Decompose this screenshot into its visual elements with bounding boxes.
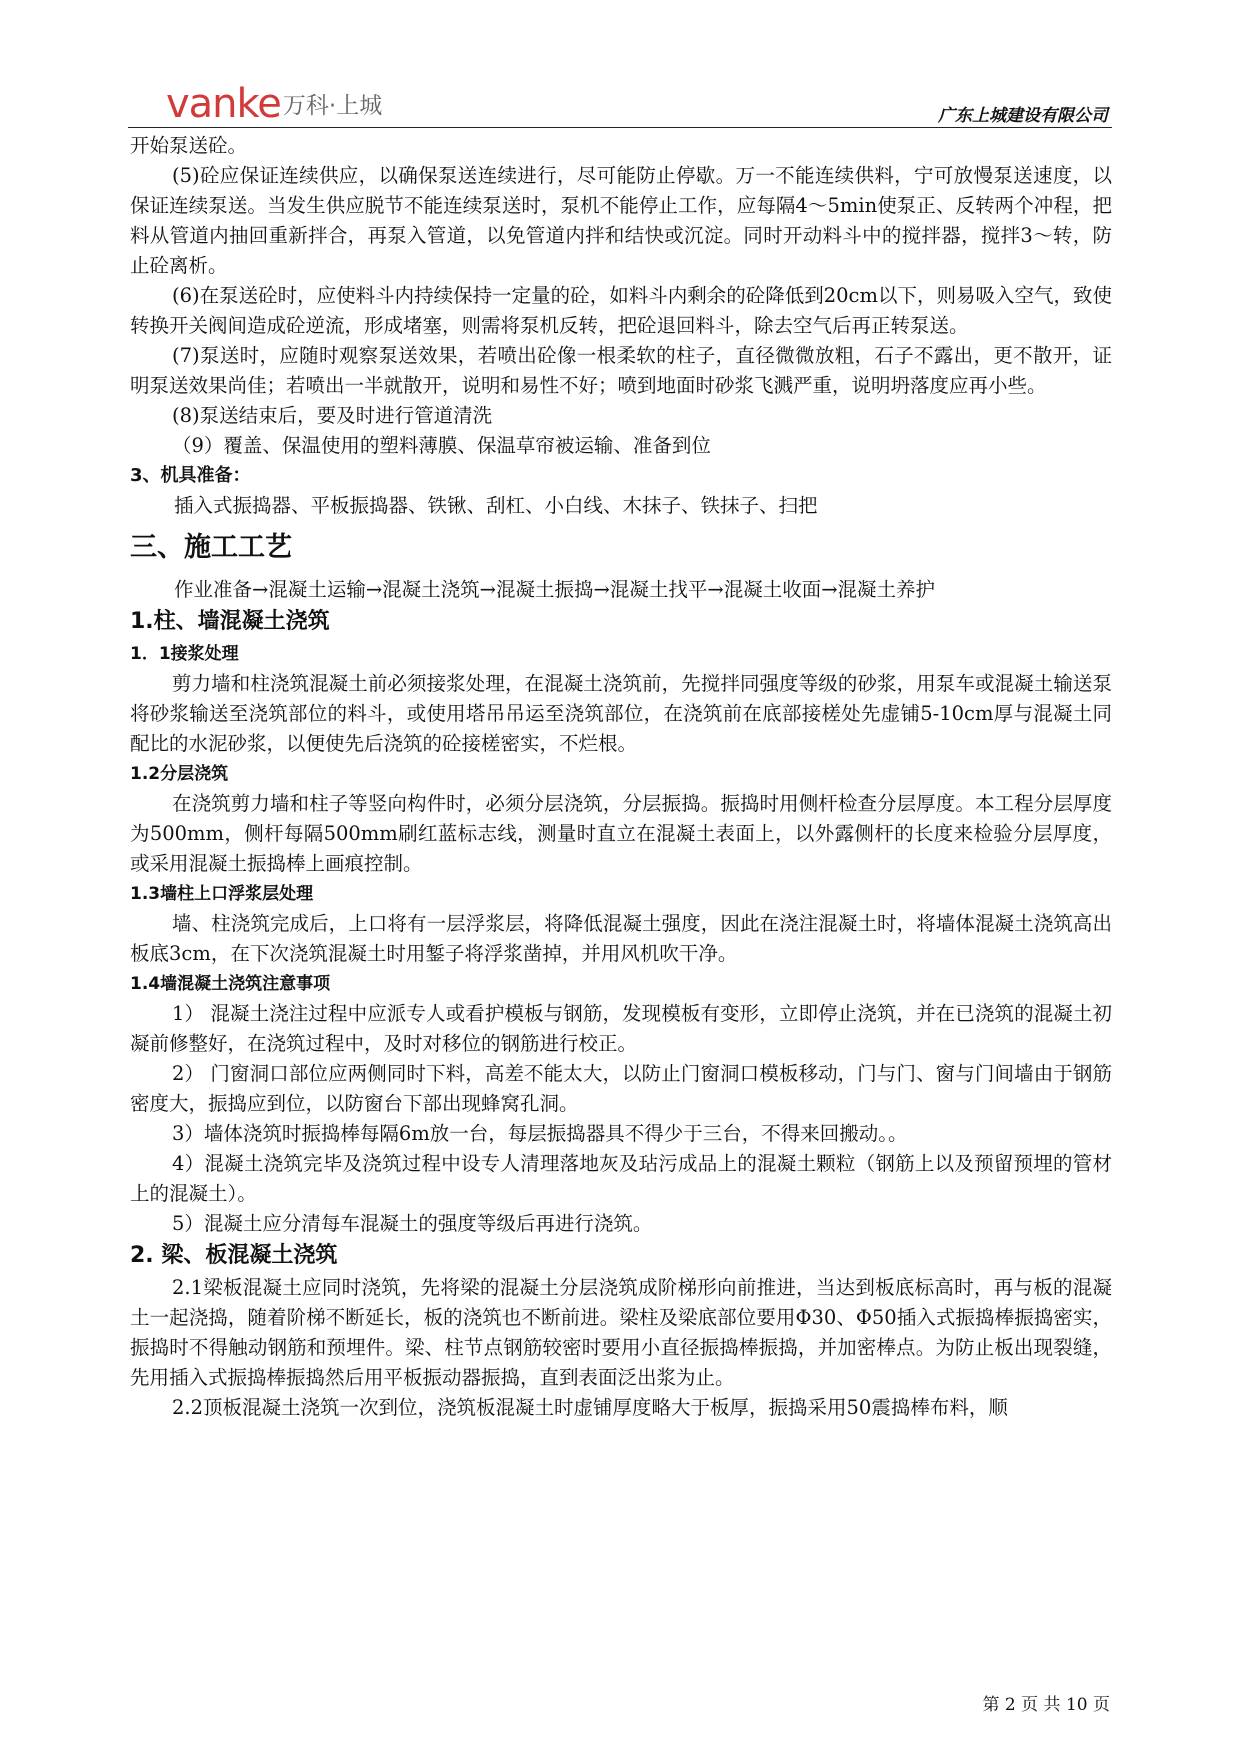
paragraph: (8)泵送结束后，要及时进行管道清洗 bbox=[172, 404, 493, 427]
page-body bbox=[130, 131, 1112, 1423]
company-name: 广东上城建设有限公司 bbox=[938, 106, 1108, 126]
chapter-heading: 三、施工工艺 bbox=[130, 532, 292, 563]
list-item: 1） 混凝土浇注过程中应派专人或看护模板与钢筋，发现模板有变形，立即停止浇筑，并在已浇筑的混凝土初凝前修整好，在浇筑过程中，及时对移位的钢筋进行校正。 bbox=[130, 1002, 1112, 1055]
list-item: 4）混凝土浇筑完毕及浇筑过程中设专人清理落地灰及玷污成品上的混凝土颗粒（钢筋上以及预留预埋的管材上的混凝土）。 bbox=[130, 1152, 1112, 1205]
paragraph: 2.1梁板混凝土应同时浇筑，先将梁的混凝土分层浇筑成阶梯形向前推进，当达到板底标高时，再与板的混凝土一起浇捣，随着阶梯不断延长，板的浇筑也不断前进。梁柱及梁底部位要用Φ30、Φ50插入式振捣棒振捣密实，振捣时不得触动钢筋和预埋件。梁、柱节点钢筋较密时要用小直径振捣棒振捣，并加密棒点。为防止板出现裂缝，先用插入式振捣棒振捣然后用平板振动器振捣，直到表面泛出浆为止。 bbox=[130, 1276, 1112, 1389]
process-flow: 作业准备→混凝土运输→混凝土浇筑→混凝土振捣→混凝土找平→混凝土收面→混凝土养护 bbox=[174, 578, 936, 601]
paragraph: 墙、柱浇筑完成后，上口将有一层浮浆层，将降低混凝土强度，因此在浇注混凝土时，将墙体混凝土浇筑高出板底3cm，在下次浇筑混凝土时用錾子将浮浆凿掉，并用风机吹干净。 bbox=[130, 912, 1112, 965]
logo-subtitle: 万科·上城 bbox=[282, 93, 383, 119]
list-item: 5）混凝土应分清每车混凝土的强度等级后再进行浇筑。 bbox=[172, 1212, 653, 1235]
paragraph: (5)砼应保证连续供应，以确保泵送连续进行，尽可能防止停歇。万一不能连续供料，宁可放慢泵送速度，以保证连续泵送。当发生供应脱节不能连续泵送时，泵机不能停止工作，应每隔4～5min使泵正、反转两个冲程，把料从管道内抽回重新拌合，再泵入管道，以免管道内拌和结快或沉淀。同时开动料斗中的搅拌器，搅拌3～转，防止砼离析。 bbox=[130, 164, 1112, 277]
paragraph: (6)在泵送砼时，应使料斗内持续保持一定量的砼，如料斗内剩余的砼降低到20cm以下，则易吸入空气，致使转换开关阀间造成砼逆流，形成堵塞，则需将泵机反转，把砼退回料斗，除去空气后再正转泵送。 bbox=[130, 284, 1112, 337]
paragraph: 在浇筑剪力墙和柱子等竖向构件时，必须分层浇筑，分层振捣。振捣时用侧杆检查分层厚度。本工程分层厚度为500mm，侧杆每隔500mm刷红蓝标志线，测量时直立在混凝土表面上，以外露侧杆的长度来检验分层厚度，或采用混凝土振捣棒上画痕控制。 bbox=[130, 792, 1112, 875]
subsection-heading: 1.4墙混凝土浇筑注意事项 bbox=[130, 974, 331, 994]
vanke-logo bbox=[166, 81, 383, 127]
list-item: 2） 门窗洞口部位应两侧同时下料，高差不能太大，以防止门窗洞口模板移动，门与门、窗与门间墙由于钢筋密度大，振捣应到位，以防窗台下部出现蜂窝孔洞。 bbox=[130, 1062, 1112, 1115]
header-divider bbox=[128, 127, 1112, 128]
subsection-heading: 1．1接浆处理 bbox=[130, 644, 239, 664]
paragraph: 剪力墙和柱浇筑混凝土前必须接浆处理，在混凝土浇筑前，先搅拌同强度等级的砂浆，用泵车或混凝土输送泵将砂浆输送至浇筑部位的料斗，或使用塔吊吊运至浇筑部位，在浇筑前在底部接槎处先虚铺5-10cm厚与混凝土同配比的水泥砂浆，以便使先后浇筑的砼接槎密实，不烂根。 bbox=[130, 672, 1112, 755]
paragraph: (7)泵送时，应随时观察泵送效果，若喷出砼像一根柔软的柱子，直径微微放粗，石子不露出，更不散开，证明泵送效果尚佳；若喷出一半就散开，说明和易性不好；喷到地面时砂浆飞溅严重，说明坍落度应再小些。 bbox=[130, 344, 1112, 397]
paragraph: 插入式振捣器、平板振捣器、铁锹、刮杠、小白线、木抹子、铁抹子、扫把 bbox=[174, 494, 818, 517]
subsection-heading: 1.3墙柱上口浮浆层处理 bbox=[130, 884, 314, 904]
subsection-heading: 1.2分层浇筑 bbox=[130, 764, 229, 784]
section-heading: 1.柱、墙混凝土浇筑 bbox=[130, 609, 330, 634]
page-header bbox=[128, 81, 1112, 132]
section-heading: 3、机具准备： bbox=[130, 465, 251, 486]
logo-wordmark: vanke bbox=[166, 81, 281, 127]
page-number: 第 2 页 共 10 页 bbox=[982, 1695, 1110, 1715]
section-heading: 2. 梁、板混凝土浇筑 bbox=[130, 1243, 338, 1268]
list-item: 3）墙体浇筑时振捣棒每隔6m放一台，每层振捣器具不得少于三台，不得来回搬动。。 bbox=[172, 1122, 908, 1145]
paragraph: 开始泵送砼。 bbox=[130, 134, 248, 157]
paragraph: （9）覆盖、保温使用的塑料薄膜、保温草帘被运输、准备到位 bbox=[172, 434, 711, 457]
paragraph: 2.2顶板混凝土浇筑一次到位，浇筑板混凝土时虚铺厚度略大于板厚，振捣采用50震捣棒布料，顺 bbox=[172, 1396, 1008, 1419]
